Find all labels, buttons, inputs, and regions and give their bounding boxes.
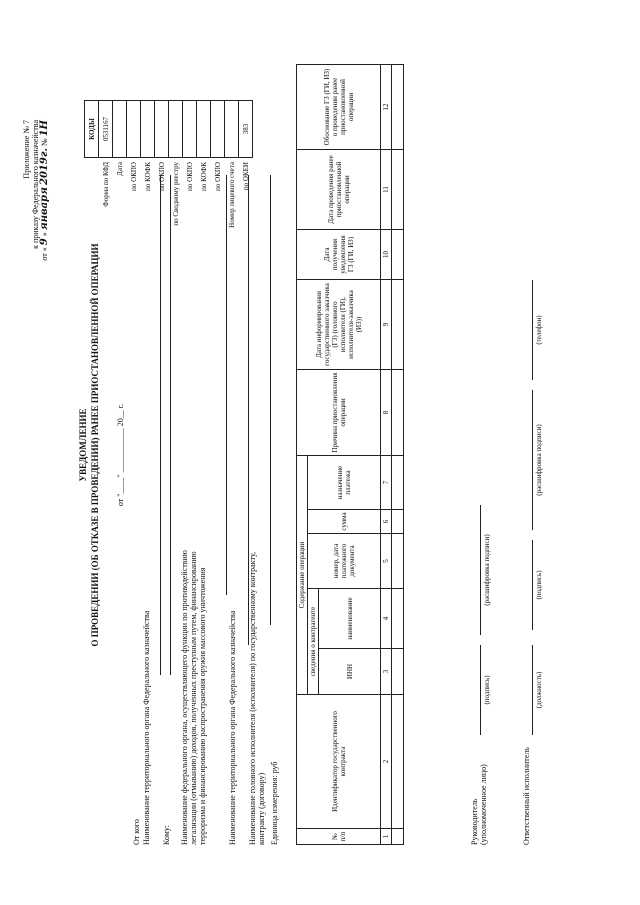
codes-row (113, 101, 127, 230)
codes-value (141, 101, 155, 158)
field-from: От кого (132, 819, 141, 845)
appendix-day: 9 (39, 238, 50, 246)
resp-phone-caption: (телефон) (535, 315, 543, 345)
codes-value (211, 101, 225, 158)
appendix-date-prefix: от « (40, 247, 49, 261)
th-doc: номер, дата платежного документа (308, 534, 381, 589)
field-head-exec: Наименование головного исполнителя (исполнителя) по государственному контракту, контракту (договору) (248, 551, 266, 845)
head-sub-label: (уполномоченное лицо) (479, 764, 488, 845)
main-table (296, 64, 404, 845)
line-org1 (160, 175, 161, 675)
codes-row (197, 101, 211, 230)
codes-value (183, 101, 197, 158)
appendix-no-sign: № (40, 138, 49, 147)
column-number: 6 (381, 510, 392, 534)
resp-sign-line (532, 540, 533, 630)
codes-row (99, 101, 113, 230)
doc-date-line: от "____" ___________ 20__ г. (116, 403, 125, 507)
codes-section (84, 100, 253, 230)
field-org2: Наименование территориального органа Федерального казначейства (228, 610, 237, 845)
column-number: 9 (381, 280, 392, 370)
codes-row (127, 101, 141, 230)
codes-value (155, 101, 169, 158)
appendix-block (22, 120, 49, 340)
th-receive: Дата получения уведомления ГЗ (ГИ, ИЗ) (297, 230, 381, 280)
resp-label: Ответственный исполнитель (522, 747, 531, 845)
head-sign-line (480, 645, 481, 735)
codes-value (169, 101, 183, 158)
codes-row (155, 101, 169, 230)
head-signature-label (470, 764, 488, 845)
codes-value (127, 101, 141, 158)
field-fed-body: Наименование федерального органа, осуществляющего функции по противодействию легализации (отмыванию) доходов, полученных преступным путем, финансированию терроризма и финансированию распространения оружия массового уничтожения (180, 550, 207, 845)
appendix-date-mid: » (40, 232, 49, 237)
codes-label: по Сводному реестру (171, 162, 180, 226)
fields-block (132, 545, 280, 845)
codes-label: по ОКПО (129, 162, 138, 191)
main-table-wrap (296, 64, 404, 845)
th-contragent: сведения о контрагенте (308, 589, 319, 695)
column-number: 5 (381, 534, 392, 589)
appendix-year: 2019г. (39, 148, 50, 185)
th-name: наименование (319, 589, 381, 649)
resp-sign-caption: (подпись) (535, 570, 543, 600)
th-sum: сумма (308, 510, 381, 534)
appendix-line3 (40, 120, 49, 340)
line-org2 (248, 175, 249, 645)
column-numbers-row (381, 65, 392, 845)
codes-value (197, 101, 211, 158)
head-decode-line (480, 505, 481, 635)
table-row (392, 65, 404, 845)
codes-label: по КОФК (143, 162, 152, 191)
th-reason: Причина приостановления операции (297, 370, 381, 456)
th-inn: ИНН (319, 649, 381, 695)
column-number: 3 (381, 649, 392, 695)
codes-header-row (85, 101, 99, 230)
field-unit: Единица измерения: руб (270, 761, 279, 845)
th-basis: Обоснование ГЗ (ГИ, ИЗ) о проведении ранее приостановленной операции (297, 65, 381, 150)
appendix-line1: Приложение № 7 (22, 120, 31, 179)
column-number: 10 (381, 230, 392, 280)
th-purpose: назначение платежа (308, 456, 381, 510)
column-number: 12 (381, 65, 392, 150)
head-sign-caption: (подпись) (483, 675, 491, 705)
codes-label: по КОФК (199, 162, 208, 191)
codes-value (113, 101, 127, 158)
line-fed-body (226, 175, 227, 595)
line-to (170, 175, 171, 675)
codes-row (211, 101, 225, 230)
appendix-number: 1Н (39, 120, 50, 137)
codes-label: по ОКПО (185, 162, 194, 191)
th-num: № п/п (297, 829, 381, 845)
codes-row (239, 101, 253, 230)
codes-label: по ОКЕИ (241, 162, 250, 191)
th-content: Содержание операции (297, 456, 308, 695)
codes-value: 383 (239, 101, 253, 158)
column-number: 7 (381, 456, 392, 510)
appendix-line2: к приказу Федерального казначейства (31, 120, 40, 249)
field-to: Кому: (162, 825, 171, 845)
resp-decode-caption: (расшифровка подписи) (535, 424, 543, 496)
resp-phone-line (532, 280, 533, 380)
column-number: 2 (381, 695, 392, 829)
codes-value: 0531167 (99, 101, 113, 158)
field-org1: Наименование территориального органа Федерального казначейства (142, 610, 151, 845)
line-head-exec (270, 175, 271, 625)
head-label: Руководитель (470, 798, 479, 845)
head-decode-caption: (расшифровка подписи) (483, 534, 491, 606)
column-number: 11 (381, 150, 392, 230)
codes-label: Дата (115, 162, 124, 176)
codes-label: по ОКПО (213, 162, 222, 191)
codes-header-spacer (85, 158, 99, 230)
codes-row (183, 101, 197, 230)
codes-header: КОДЫ (85, 101, 99, 158)
column-number: 4 (381, 589, 392, 649)
codes-label: Номер лицевого счета (227, 162, 236, 228)
codes-value (225, 101, 239, 158)
doc-subtitle: О ПРОВЕДЕНИИ (ОБ ОТКАЗЕ В ПРОВЕДЕНИИ) РАНЕЕ ПРИОСТАНОВЛЕННОЙ ОПЕРАЦИИ (90, 243, 100, 647)
column-number: 8 (381, 370, 392, 456)
doc-title: УВЕДОМЛЕНИЕ (78, 408, 88, 482)
codes-table (84, 100, 253, 230)
resp-position-line (532, 645, 533, 735)
appendix-month: января (39, 187, 50, 231)
resp-decode-line (532, 390, 533, 530)
th-id: Идентификатор государственного контракта (297, 695, 381, 829)
codes-row (141, 101, 155, 230)
resp-position-caption: (должность) (535, 671, 543, 709)
codes-label: по ОКПО (157, 162, 166, 191)
column-number: 1 (381, 829, 392, 845)
codes-label: Форма по КФД (101, 162, 110, 207)
th-inform: Дата информирования государственного заказчика (ГЗ) (головного исполнителя (ГИ), исполнителя-заказчика (ИЗ)) (297, 280, 381, 370)
th-date-op: Дата проведения ранее приостановленной операции (297, 150, 381, 230)
